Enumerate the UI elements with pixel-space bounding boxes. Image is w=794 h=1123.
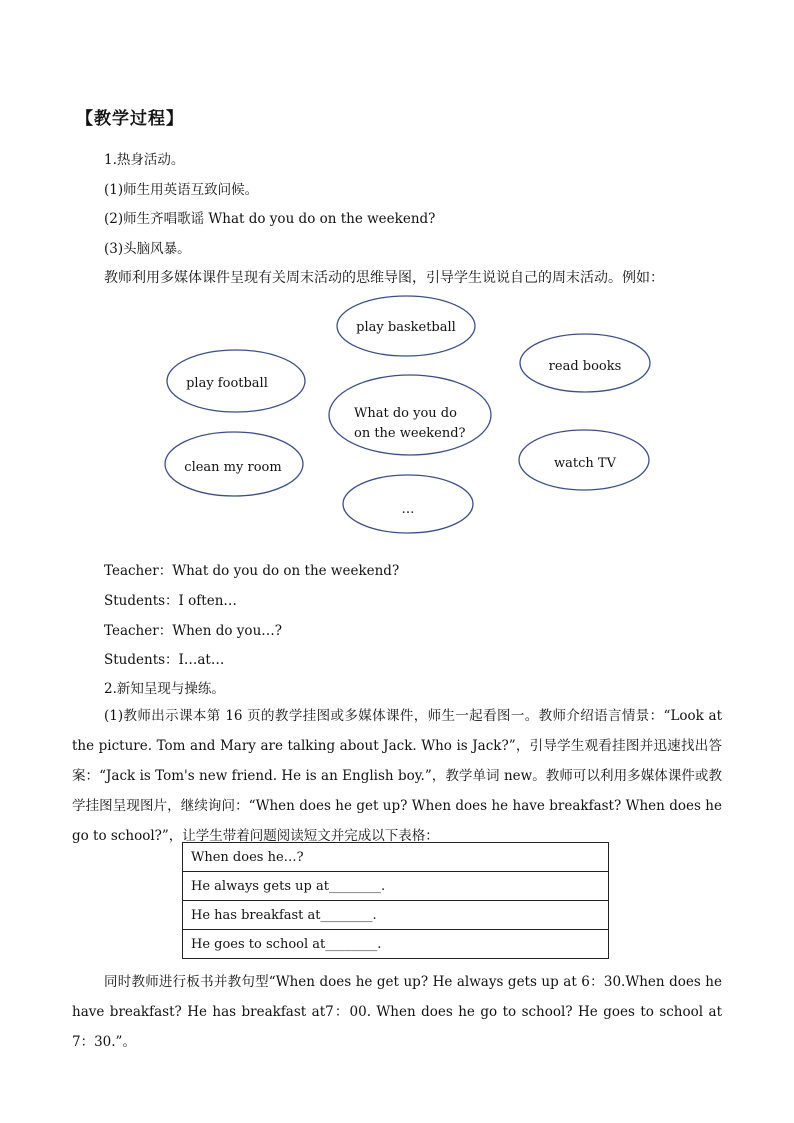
- table-cell: He goes to school at________.: [183, 930, 609, 959]
- node-play-basketball: play basketball: [356, 320, 456, 335]
- table-row: [183, 843, 609, 872]
- node-play-football: play football: [186, 376, 268, 391]
- dialogue-speaker: Teacher：: [104, 623, 173, 639]
- node-center-line-1: What do you do: [354, 406, 457, 421]
- warmup-title: 1.热身活动。: [104, 152, 185, 168]
- dialogue-text: When do you…?: [172, 623, 282, 639]
- dialogue-line: [104, 648, 224, 668]
- table-row: [183, 872, 609, 901]
- table-row: [183, 901, 609, 930]
- section-2-title: 2.新知呈现与操练。: [104, 681, 225, 697]
- warmup-item-3: (3)头脑风暴。: [104, 241, 191, 257]
- dialogue-speaker: Students：: [104, 593, 179, 609]
- table-cell: When does he…?: [183, 843, 609, 872]
- table-row: [183, 930, 609, 959]
- node-more: …: [401, 502, 415, 517]
- dialogue-speaker: Teacher：: [104, 563, 173, 579]
- section-2-paragraph-1: (1)教师出示课本第 16 页的教学挂图或多媒体课件，师生一起看图一。教师介绍语言情景：“Look at the picture. Tom and Mary are talking about Jack. Who is Jack?”，引导学生观看挂图并迅速找出答案：“Jack is Tom's new friend. He is an English boy.”，教学单词 new。教师可以利用多媒体课件或教学挂图呈现图片，继续询问：“When does he get up? When does he have breakfast? When does he go to school?”，让学生带着问题阅读短文并完成以下表格：: [72, 708, 722, 844]
- dialogue-text: What do you do on the weekend?: [172, 563, 400, 579]
- dialogue-line: [104, 559, 399, 579]
- dialogue-speaker: Students：: [104, 652, 179, 668]
- node-clean-my-room: clean my room: [184, 460, 282, 475]
- node-watch-tv: watch TV: [554, 456, 616, 471]
- dialogue-text: I often…: [178, 593, 237, 609]
- warmup-item-2: (2)师生齐唱歌谣 What do you do on the weekend?: [104, 211, 436, 227]
- section-heading: 【教学过程】: [76, 109, 184, 129]
- dialogue-line: [104, 619, 282, 639]
- table-cell: He always gets up at________.: [183, 872, 609, 901]
- warmup-item-1: (1)师生用英语互致问候。: [104, 182, 259, 198]
- section-2-paragraph-2: 同时教师进行板书并教句型“When does he get up? He always gets up at 6：30.When does he have breakfast? He has breakfast at7：00. When does he go to school? He goes to school at 7：30.”。: [72, 974, 722, 1050]
- table-cell: He has breakfast at________.: [183, 901, 609, 930]
- node-center-line-2: on the weekend?: [354, 426, 466, 441]
- warmup-description: 教师利用多媒体课件呈现有关周末活动的思维导图，引导学生说说自己的周末活动。例如：: [104, 270, 664, 286]
- dialogue-line: [104, 589, 237, 609]
- node-read-books: read books: [548, 359, 622, 374]
- question-table: [182, 842, 609, 959]
- dialogue-text: I…at…: [178, 652, 225, 668]
